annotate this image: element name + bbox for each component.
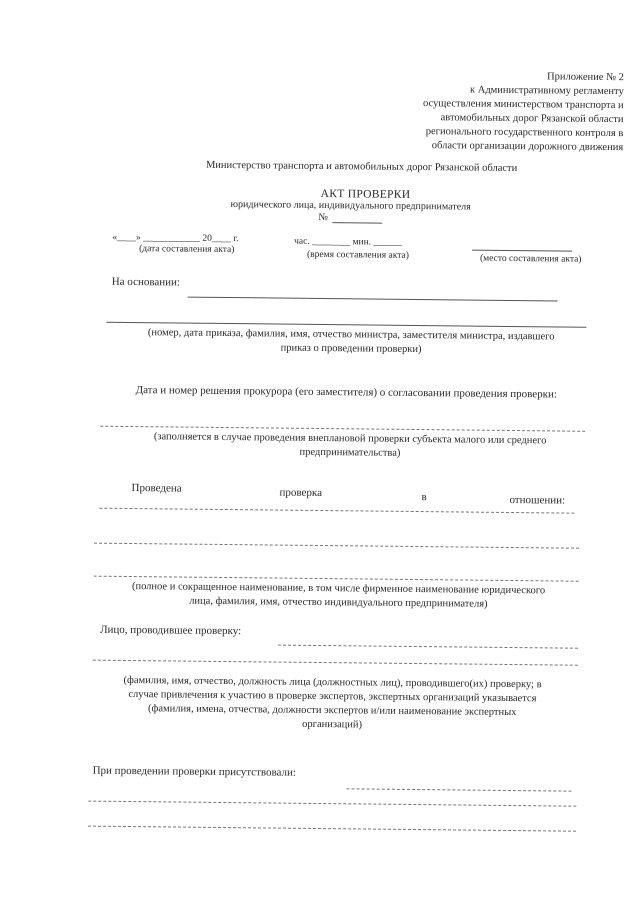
inspector-line-1 <box>278 645 578 649</box>
act-subtitle: юридического лица, индивидуального предпринимателя <box>230 199 471 213</box>
caption-line: (номер, дата приказа, фамилия, имя, отчество министра, заместителя министра, издавшего <box>147 327 555 343</box>
caption-line: лица, фамилия, имя, отчество индивидуального предпринимателя) <box>189 595 488 610</box>
appendix-line: осуществления министерством транспорта и <box>422 98 624 112</box>
inspector-label: Лицо, проводившее проверку: <box>100 623 242 638</box>
time-field: час. ________ мин. ______ <box>294 236 402 248</box>
basis-line <box>188 297 558 302</box>
caption-line: предпринимательства) <box>299 446 401 459</box>
present-label: При проведении проверки присутствовали: <box>92 764 297 779</box>
caption-line: приказ о проведении проверки) <box>280 342 422 356</box>
ministry-name: Министерство транспорта и автомобильных дорог Рязанской области <box>205 159 518 175</box>
appendix-line: регионального государственного контроля в <box>425 126 624 140</box>
appendix-header <box>423 69 624 155</box>
caption-line: (полное и сокращенное наименование, в том числе фирменное наименование юридического <box>131 581 546 597</box>
conducted-caption <box>0 579 640 614</box>
conducted-line-2 <box>94 543 579 549</box>
inspector-line-2 <box>93 660 578 666</box>
present-line-2 <box>88 801 576 807</box>
place-line <box>472 250 572 252</box>
basis-label: На основании: <box>111 275 181 289</box>
place-caption: (место составления акта) <box>479 253 582 265</box>
basis-caption <box>1 325 640 360</box>
prosecutor-label: Дата и номер решения прокурора (его заместителя) о согласовании проведения проверки: <box>135 384 558 401</box>
caption-line: (заполняется в случае проведения внеплановой проверки субъекта малого или среднего <box>153 431 547 447</box>
date-caption: (дата составления акта) <box>139 244 235 256</box>
conducted-word-2: проверка <box>279 486 323 500</box>
present-line-3 <box>88 826 576 832</box>
act-number-line <box>332 222 382 224</box>
caption-line: (фамилия, имя, отчество, должность лица (должностных лиц), проводившего(их) проверку; в <box>123 674 542 691</box>
act-number-label: № <box>318 211 329 224</box>
present-line-1 <box>346 788 571 791</box>
appendix-line: автомобильных дорог Рязанской области <box>440 112 624 126</box>
caption-line: случае привлечения к участию в проверке экспертов, экспертных организаций указывается <box>128 689 537 705</box>
conducted-word-3: в <box>421 491 427 504</box>
caption-line: организаций) <box>302 718 363 731</box>
time-caption: (время составления акта) <box>306 249 409 261</box>
appendix-line: области организации дорожного движения <box>431 140 624 154</box>
caption-line: (фамилия, имена, отчества, должности экспертов и/или наименование экспертных <box>148 703 517 719</box>
appendix-line: к Административному регламенту <box>469 84 624 98</box>
appendix-line: Приложение № 2 <box>546 71 624 84</box>
prosecutor-caption <box>0 429 640 464</box>
conducted-word-4: отношении: <box>509 493 566 507</box>
conducted-word-1: Проведена <box>131 482 182 495</box>
conducted-line-1 <box>99 508 574 514</box>
act-title: АКТ ПРОВЕРКИ <box>320 187 411 201</box>
date-field: «____» ____________ 20____ г. <box>112 232 239 245</box>
inspector-caption <box>0 673 640 736</box>
